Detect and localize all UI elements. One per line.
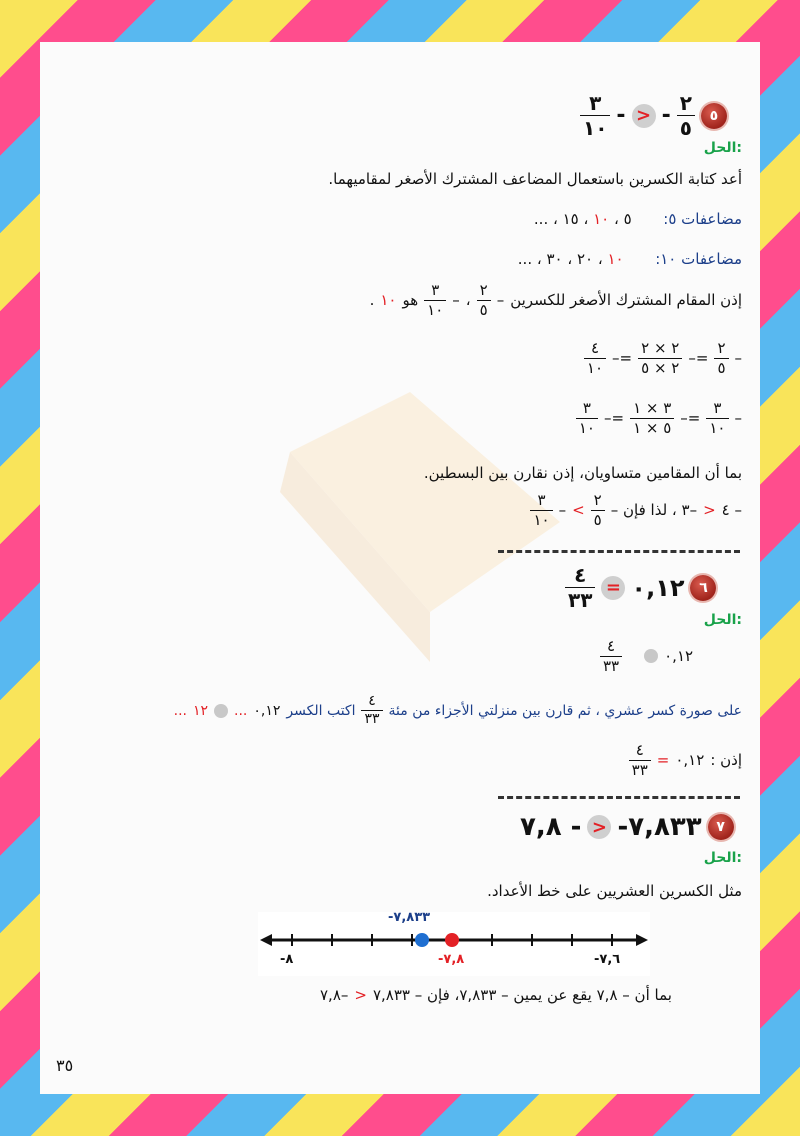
solution-label: الحل: — [703, 140, 742, 156]
fraction — [530, 492, 552, 528]
value-left: -٧,٨٣٣ — [617, 812, 702, 842]
numerator: ٤ — [607, 637, 616, 655]
separator: ، — [465, 291, 471, 309]
denominator: ٣٣ — [629, 760, 651, 779]
q6-row2 — [174, 694, 742, 728]
equals-operator: = — [656, 751, 670, 769]
number-line — [258, 912, 650, 976]
q7-header — [520, 812, 734, 842]
label-left: -٨ — [280, 952, 294, 967]
fraction — [706, 400, 728, 436]
section-divider — [498, 796, 740, 799]
numerator: ٣ × ١ — [633, 399, 672, 417]
fraction — [630, 400, 674, 436]
fraction — [477, 282, 491, 318]
denominator: ١٠ — [576, 418, 598, 437]
numerator: ٢ — [717, 339, 726, 357]
multiple-value: ٥ ، — [614, 210, 632, 228]
compare-text: بما أن المقامين متساويان، إذن نقارن بين البسطين. — [423, 464, 742, 482]
q6-row1 — [600, 638, 693, 674]
ellipsis: ... — [234, 702, 248, 719]
q5-conclusion: – ٤ < –٣ ، لذا فإن – $\frac{٢}{٥}$ > – $\frac{٣}{١٠}$ — [530, 492, 742, 528]
denominator: ١٠ — [584, 358, 606, 377]
denominator: ٥ × ١ — [630, 418, 674, 437]
digits: ١٢ — [192, 702, 209, 719]
numerator: ٢ — [593, 491, 602, 509]
question-number-badge: ٦ — [690, 575, 716, 601]
denominator: ٣٣ — [565, 587, 595, 611]
question-number-badge: ٥ — [701, 103, 727, 129]
denominator: ٣٣ — [361, 710, 382, 727]
q6-answer — [629, 742, 742, 778]
page-number: ٣٥ — [56, 1056, 74, 1075]
denominator: ١٠ — [424, 300, 446, 319]
denominator: ٥ — [591, 510, 605, 529]
decimal: ٠,١٢ — [664, 647, 694, 665]
numerator: ٤ — [368, 693, 376, 709]
decimal: ٠,١٢ — [253, 702, 281, 719]
value: – ٤ — [721, 501, 742, 519]
period: . — [369, 291, 375, 309]
q5-header — [580, 92, 727, 139]
comparison-operator: > — [632, 104, 656, 128]
fraction — [714, 340, 728, 376]
denominator: ٢ × ٥ — [638, 358, 682, 377]
numerator: ٣ — [537, 491, 546, 509]
denominator: ٥ — [714, 358, 728, 377]
numerator: ٢ — [479, 281, 488, 299]
lcd-value: ١٠ — [380, 291, 397, 309]
conclusion-text: بما أن – ٧,٨ يقع عن يمين – ٧,٨٣٣، فإن – ٧,٨٣٣ — [372, 986, 672, 1004]
multiples-label: مضاعفات ١٠: — [655, 250, 742, 268]
denominator: ٥ — [477, 300, 491, 319]
numerator: ٢ — [679, 91, 692, 115]
decimal: ٠,١٢ — [675, 751, 705, 769]
fraction — [424, 282, 446, 318]
fraction — [600, 638, 622, 674]
denominator: ٣٣ — [600, 656, 622, 675]
denominator: ١٠ — [530, 510, 552, 529]
instruction-text: اكتب الكسر — [286, 702, 356, 719]
fraction — [361, 694, 382, 728]
numerator: ٣ — [713, 399, 722, 417]
common-multiple: ١٠ — [607, 250, 624, 268]
denominator: ١٠ — [706, 418, 728, 437]
lcd-text: إذن المقام المشترك الأصغر للكسرين — [510, 291, 742, 309]
common-multiple: ١٠ — [593, 210, 610, 228]
denominator: ٥ — [677, 115, 695, 139]
solution-label: الحل: — [703, 612, 742, 628]
comparison-operator: < — [354, 986, 367, 1004]
multiple-value: ، ١٥ ، ... — [533, 210, 589, 228]
numerator: ٤ — [635, 741, 644, 759]
instruction-text: على صورة كسر عشري ، ثم قارن بين منزلتي الأجزاء من مئة — [388, 702, 742, 719]
denominator: ١٠ — [580, 115, 610, 139]
q5-right-fraction — [580, 92, 610, 139]
q7-conclusion — [320, 986, 672, 1004]
comparison-operator: > — [587, 815, 611, 839]
numerator: ٤ — [574, 563, 587, 587]
fraction — [638, 340, 682, 376]
numerator: ٤ — [590, 339, 600, 357]
equation-2: – $\frac{٣}{١٠}$ =– $\frac{٣ \times ١}{٥ \times ١}$ =– $\frac{٣}{١٠}$ — [576, 400, 742, 436]
label-blue: -٧,٨٣٣ — [388, 910, 431, 925]
label-red: -٧,٨ — [438, 952, 465, 967]
multiples-of-10 — [518, 250, 742, 268]
ellipsis: ... — [173, 702, 187, 719]
fraction — [565, 564, 595, 611]
comparison-operator: > — [572, 501, 585, 519]
point-red — [445, 933, 459, 947]
numerator: ٣ — [589, 91, 602, 115]
minus-sign: - — [661, 103, 671, 128]
multiples-label: مضاعفات ٥: — [663, 210, 742, 228]
equals-operator: = — [601, 576, 625, 600]
lcd-is: هو — [402, 291, 419, 309]
fraction — [591, 492, 605, 528]
numerator: ٢ × ٢ — [641, 339, 680, 357]
multiple-value: ، ٢٠ ، ٣٠ ، ... — [517, 250, 603, 268]
numerator: ٣ — [431, 281, 440, 299]
q5-intro-text: أعد كتابة الكسرين باستعمال المضاعف المشترك الأصغر لمقاميهما. — [328, 170, 742, 188]
repeating-decimal: ٠,١٢ — [631, 573, 685, 602]
grey-dot — [214, 704, 228, 718]
value: –٧,٨ — [320, 986, 349, 1004]
question-number-badge: ٧ — [708, 814, 734, 840]
numerator: ٣ — [582, 399, 591, 417]
lcd-statement: إذن المقام المشترك الأصغر للكسرين – $\frac{٢}{٥}$ ، – $\frac{٣}{١٠}$ هو ١٠ . — [369, 281, 742, 319]
fraction — [576, 400, 598, 436]
worksheet-page — [40, 42, 760, 1094]
fraction — [629, 742, 651, 778]
minus-sign: - — [616, 103, 626, 128]
value: –٣ ، لذا فإن – — [610, 501, 698, 519]
answer-prefix: إذن : — [710, 751, 742, 769]
section-divider — [498, 550, 740, 553]
comparison-operator: < — [703, 501, 716, 519]
solution-label: الحل: — [703, 850, 742, 866]
q6-header — [565, 564, 716, 611]
fraction — [584, 340, 606, 376]
label-right: -٧,٦ — [594, 952, 621, 967]
q7-intro-text: مثل الكسرين العشريين على خط الأعداد. — [487, 882, 742, 900]
equation-1: – $\frac{٢}{٥}$ =– $\frac{٢ \times ٢}{٢ \times ٥}$ =– $\frac{٤}{١٠}$ — [584, 340, 742, 376]
value-right: ٧,٨ - — [520, 812, 582, 842]
point-blue — [415, 933, 429, 947]
multiples-of-5 — [534, 210, 742, 228]
q5-left-fraction — [677, 92, 695, 139]
grey-dot — [644, 649, 658, 663]
